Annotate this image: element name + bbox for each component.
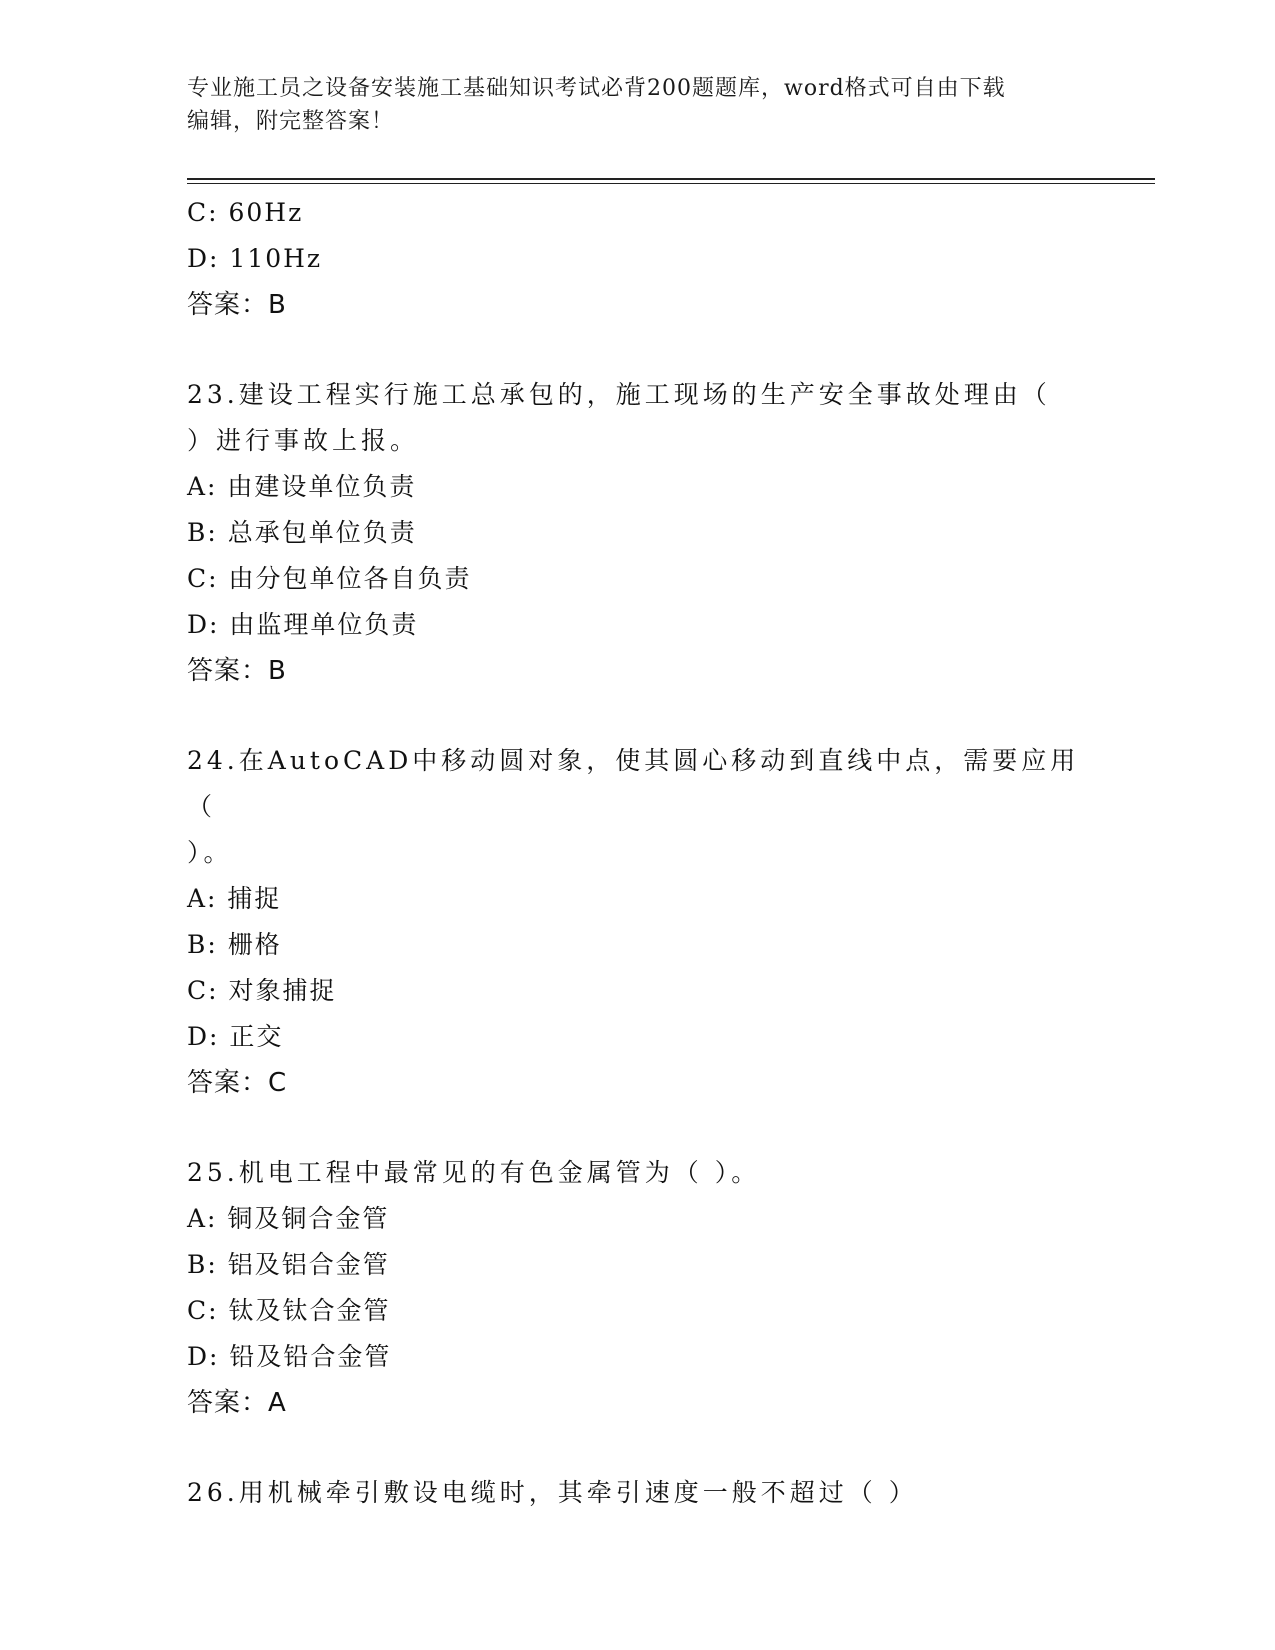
- option-d: D: 正交: [187, 1022, 284, 1051]
- option-b: B: 总承包单位负责: [187, 518, 417, 547]
- option-d: D: 铅及铅合金管: [187, 1342, 392, 1371]
- question-26: [187, 1470, 1107, 1516]
- question-text-line-1: 26.用机械牵引敷设电缆时，其牵引速度一般不超过（ ）: [187, 1478, 918, 1507]
- option-c: C: 60Hz: [187, 198, 304, 227]
- spacer: [187, 328, 1107, 372]
- answer-line: 答案：A: [187, 1388, 287, 1418]
- option-a: A: 铜及铜合金管: [187, 1204, 390, 1233]
- header-divider-thick: [187, 178, 1155, 180]
- option-c: C: 钛及钛合金管: [187, 1296, 391, 1325]
- question-text-line-2: ）进行事故上报。: [187, 426, 420, 455]
- question-23: [187, 372, 1107, 694]
- question-text-line-1: 24.在AutoCAD中移动圆对象，使其圆心移动到直线中点，需要应用（: [187, 746, 1080, 821]
- spacer: [187, 1106, 1107, 1150]
- question-22-tail: [187, 190, 1107, 328]
- option-d: D: 由监理单位负责: [187, 610, 419, 639]
- question-text-line-2: ）。: [187, 838, 233, 867]
- option-a: A: 捕捉: [187, 884, 282, 913]
- question-25: [187, 1150, 1107, 1426]
- option-c: C: 对象捕捉: [187, 976, 337, 1005]
- document-header: [187, 72, 1087, 138]
- question-24: [187, 738, 1107, 1106]
- option-d: D: 110Hz: [187, 244, 323, 273]
- answer-line: 答案：B: [187, 290, 287, 320]
- header-divider-thin: [187, 183, 1155, 184]
- option-c: C: 由分包单位各自负责: [187, 564, 472, 593]
- option-b: B: 栅格: [187, 930, 282, 959]
- option-b: B: 铝及铝合金管: [187, 1250, 390, 1279]
- spacer: [187, 1426, 1107, 1470]
- question-text-line-1: 23.建设工程实行施工总承包的，施工现场的生产安全事故处理由（: [187, 380, 1051, 409]
- header-line-1: 专业施工员之设备安装施工基础知识考试必背200题题库，word格式可自由下载: [187, 76, 1006, 101]
- question-list: [187, 190, 1107, 1516]
- header-line-2: 编辑，附完整答案！: [187, 109, 395, 134]
- option-a: A: 由建设单位负责: [187, 472, 417, 501]
- answer-line: 答案：B: [187, 656, 287, 686]
- answer-line: 答案：C: [187, 1068, 288, 1098]
- question-text-line-1: 25.机电工程中最常见的有色金属管为（ ）。: [187, 1158, 761, 1187]
- spacer: [187, 694, 1107, 738]
